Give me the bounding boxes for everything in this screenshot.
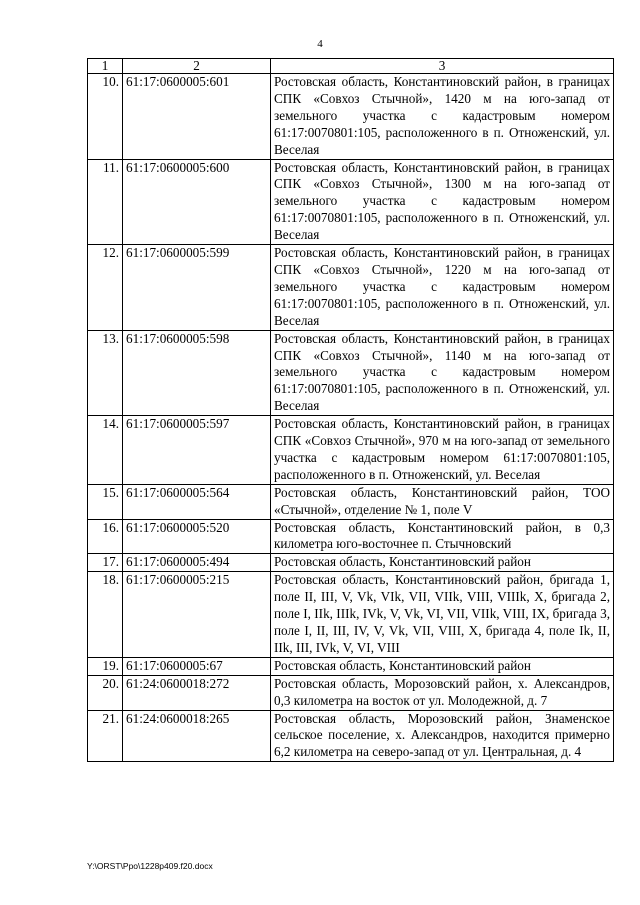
table-row	[88, 572, 614, 658]
table-row	[88, 710, 614, 762]
table-header-row	[88, 59, 614, 74]
cadastral-number-cell: 61:17:0600005:598	[123, 330, 271, 416]
address-cell: Ростовская область, Константиновский район, ТОО «Стычной», отделение № 1, поле V	[271, 484, 614, 519]
row-number-cell: 13.	[88, 330, 123, 416]
address-cell: Ростовская область, Константиновский район, в границах СПК «Совхоз Стычной», 970 м на юго-запад от земельного участка с кадастровым номером 61:17:0070801:105, расположенного в п. Отноженский, ул. Веселая	[271, 416, 614, 485]
cadastral-number-cell: 61:17:0600005:597	[123, 416, 271, 485]
address-cell: Ростовская область, Константиновский район, в границах СПК «Совхоз Стычной», 1420 м на юго-запад от земельного участка с кадастровым номером 61:17:0070801:105, расположенного в п. Отноженский, ул. Веселая	[271, 74, 614, 160]
page-number: 4	[317, 38, 323, 50]
address-cell: Ростовская область, Константиновский район, в границах СПК «Совхоз Стычной», 1140 м на юго-запад от земельного участка с кадастровым номером 61:17:0070801:105, расположенного в п. Отноженский, ул. Веселая	[271, 330, 614, 416]
row-number-cell: 10.	[88, 74, 123, 160]
address-cell: Ростовская область, Морозовский район, Знаменское сельское поселение, х. Александров, находится примерно 6,2 километра на северо-запад от ул. Центральная, д. 4	[271, 710, 614, 762]
file-path-footer: Y:\ORST\Ppo\1228p409.f20.docx	[87, 861, 213, 871]
table-row	[88, 416, 614, 485]
row-number-cell: 11.	[88, 159, 123, 245]
row-number-cell: 21.	[88, 710, 123, 762]
row-number-cell: 17.	[88, 554, 123, 572]
table-row	[88, 74, 614, 160]
cadastral-number-cell: 61:17:0600005:520	[123, 519, 271, 554]
row-number-cell: 12.	[88, 245, 123, 331]
table-row	[88, 675, 614, 710]
address-cell: Ростовская область, Морозовский район, х. Александров, 0,3 километра на восток от ул. Молодежной, д. 7	[271, 675, 614, 710]
table-row	[88, 159, 614, 245]
cadastral-number-cell: 61:24:0600018:272	[123, 675, 271, 710]
cadastral-number-cell: 61:17:0600005:67	[123, 657, 271, 675]
cadastral-number-cell: 61:17:0600005:215	[123, 572, 271, 658]
row-number-cell: 20.	[88, 675, 123, 710]
table-row	[88, 330, 614, 416]
address-cell: Ростовская область, Константиновский район	[271, 554, 614, 572]
table-row	[88, 245, 614, 331]
cadastral-number-cell: 61:17:0600005:564	[123, 484, 271, 519]
address-cell: Ростовская область, Константиновский район, в 0,3 километра юго-восточнее п. Стычновский	[271, 519, 614, 554]
table-row	[88, 657, 614, 675]
table-row	[88, 519, 614, 554]
column-header: 2	[123, 59, 271, 74]
address-cell: Ростовская область, Константиновский район	[271, 657, 614, 675]
row-number-cell: 18.	[88, 572, 123, 658]
cadastral-number-cell: 61:17:0600005:599	[123, 245, 271, 331]
cadastral-number-cell: 61:17:0600005:494	[123, 554, 271, 572]
row-number-cell: 16.	[88, 519, 123, 554]
address-cell: Ростовская область, Константиновский район, в границах СПК «Совхоз Стычной», 1300 м на юго-запад от земельного участка с кадастровым номером 61:17:0070801:105, расположенного в п. Отноженский, ул. Веселая	[271, 159, 614, 245]
address-cell: Ростовская область, Константиновский район, бригада 1, поле II, III, V, Vk, VIk, VII, VIIk, VIII, VIIIk, X, бригада 2, поле I, IIk, IIIk, IVk, V, Vk, VI, VII, VIIk, VIII, IX, бригада 3, поле I, II, III, IV, V, Vk, VII, VIII, X, бригада 4, поле Ik, II, IIk, III, IVk, V, VI, VIII	[271, 572, 614, 658]
row-number-cell: 15.	[88, 484, 123, 519]
address-cell: Ростовская область, Константиновский район, в границах СПК «Совхоз Стычной», 1220 м на юго-запад от земельного участка с кадастровым номером 61:17:0070801:105, расположенного в п. Отноженский, ул. Веселая	[271, 245, 614, 331]
row-number-cell: 14.	[88, 416, 123, 485]
row-number-cell: 19.	[88, 657, 123, 675]
table-row	[88, 554, 614, 572]
cadastral-number-cell: 61:24:0600018:265	[123, 710, 271, 762]
column-header: 1	[88, 59, 123, 74]
cadastral-number-cell: 61:17:0600005:600	[123, 159, 271, 245]
column-header: 3	[271, 59, 614, 74]
land-plots-table	[87, 58, 614, 762]
cadastral-number-cell: 61:17:0600005:601	[123, 74, 271, 160]
table-row	[88, 484, 614, 519]
